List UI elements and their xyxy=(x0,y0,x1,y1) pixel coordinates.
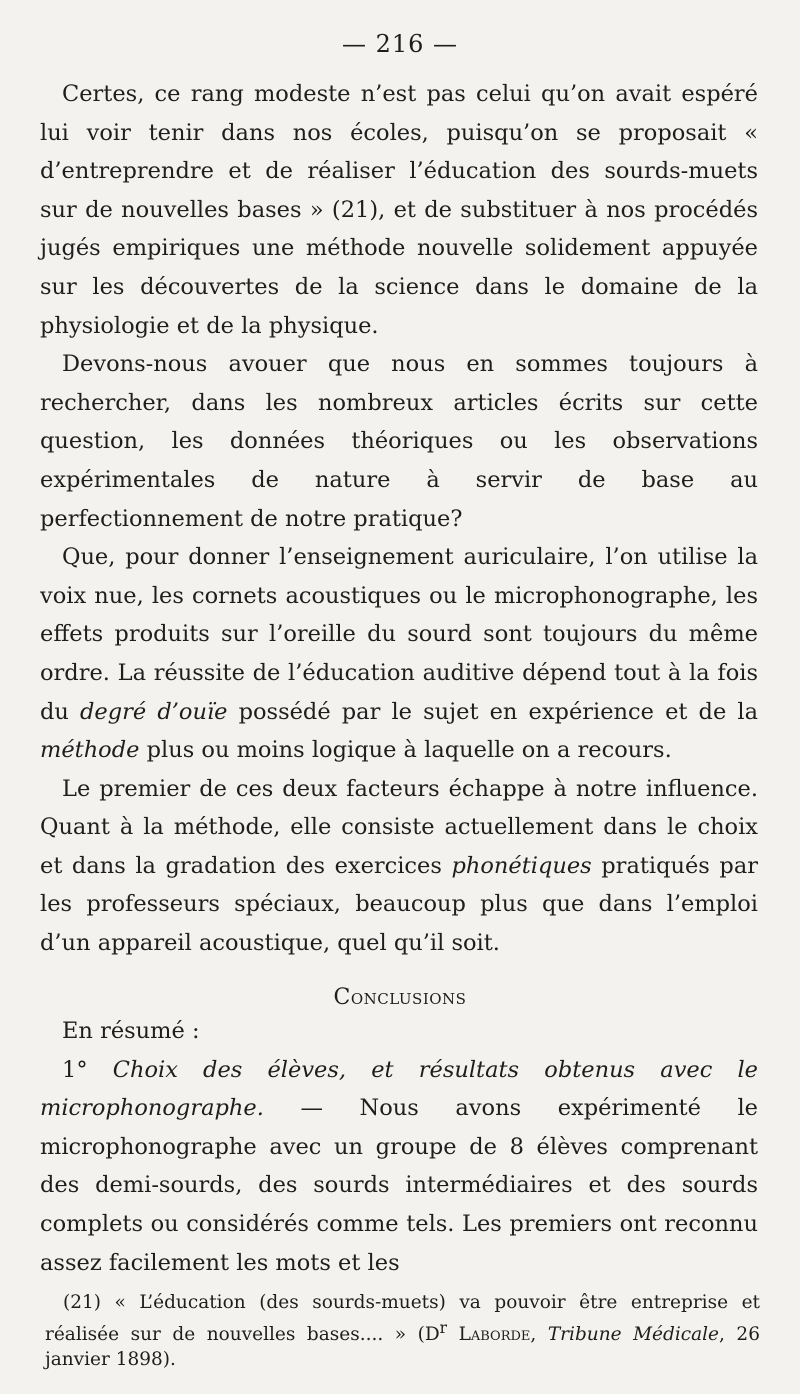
paragraph-4 xyxy=(40,770,758,963)
paragraph-3-text-c: plus ou moins logique à laquelle on a recours. xyxy=(139,737,672,764)
footnote-superscript: r xyxy=(439,1318,448,1337)
page-number: — 216 — xyxy=(341,30,459,58)
footnote-quote: « L’éducation (des sourds-muets) va pouvoir être entreprise et réalisée sur de nouvelles bases.... » (D xyxy=(45,1292,760,1345)
conclusions-intro: En résumé : xyxy=(62,1018,200,1044)
conclusions-text xyxy=(40,1012,758,1282)
conclusions-heading: Conclusions xyxy=(333,985,467,1010)
conclusion-item-number: 1° xyxy=(62,1056,113,1083)
paragraph-2: Devons-nous avouer que nous en sommes toujours à rechercher, dans les nombreux articles écrits sur cette question, les données théoriques ou les observations expérimentales de nature à servir de base au perfectionnement de notre pratique? xyxy=(40,351,758,532)
paragraph-1: Certes, ce rang modeste n’est pas celui qu’on avait espéré lui voir tenir dans nos écoles, puisqu’on se proposait « d’entreprendre et de réaliser l’éducation des sourds-muets sur de nouvelles bases » (21), et de substituer à nos procédés jugés empiriques une méthode nouvelle solidement appuyée sur les découvertes de la science dans le domaine de la physiologie et de la physique. xyxy=(40,81,758,339)
conclusion-item-title: Choix des élèves, et résultats obtenus avec le microphonographe. xyxy=(40,1056,759,1122)
body-text xyxy=(40,75,758,963)
paragraph-3 xyxy=(40,538,758,770)
emphasis-degre-d-ouie: degré d’ouïe xyxy=(80,698,228,725)
paragraph-4-text-b: pratiqués par les professeurs spéciaux, beaucoup plus que dans l’emploi d’un appareil acoustique, quel qu’il soit. xyxy=(40,852,758,957)
footnote-author: Laborde xyxy=(447,1323,531,1345)
footnote-source: Tribune Médicale xyxy=(547,1323,720,1345)
paragraph-3-text-a: Que, pour donner l’enseignement auriculaire, l’on utilise la voix nue, les cornets acoustiques ou le microphonographe, les effets produits sur l’oreille du sourd sont toujours du même ordre. La réussite de l’éducation auditive dépend tout à la fois du xyxy=(40,544,758,725)
emphasis-methode: méthode xyxy=(40,737,140,764)
paragraph-4-text-a: Le premier de ces deux facteurs échappe à notre influence. Quant à la méthode, elle consiste actuellement dans le choix et dans la gradation des exercices xyxy=(40,775,758,879)
paragraph-3-text-b: possédé par le sujet en expérience et de la xyxy=(227,698,759,725)
footnote xyxy=(45,1290,760,1373)
footnote-separator: , xyxy=(530,1323,548,1345)
footnote-date: , 26 janvier 1898). xyxy=(45,1323,760,1371)
conclusion-item-text: — Nous avons expérimenté le microphonographe avec un groupe de 8 élèves comprenant des demi-sourds, des sourds intermédiaires et des sourds complets ou considérés comme tels. Les premiers ont reconnu assez facilement les mots et les xyxy=(40,1095,758,1276)
emphasis-phonetiques: phonétiques xyxy=(451,852,592,879)
conclusion-item-1 xyxy=(40,1051,758,1283)
footnote-marker: (21) xyxy=(63,1292,101,1313)
